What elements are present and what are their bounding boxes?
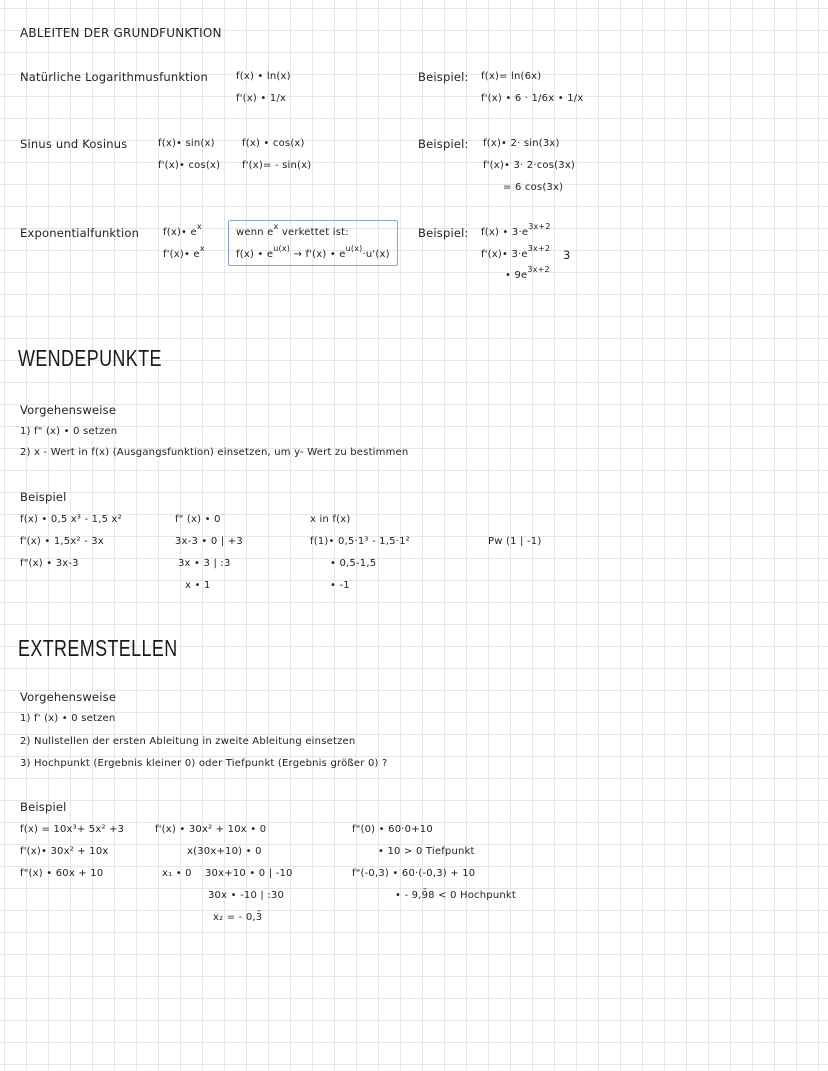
wende-col2-line-1: f" (x) • 0: [175, 514, 221, 525]
wende-col3-line-3: • 0,5-1,5: [330, 558, 377, 569]
chain-rule-line-2: f(x) • $e^{u(x)} \to f'(x)$ • $e^{u(x)}\cdot u'(x)$: [236, 243, 390, 260]
extrem-col1-line-1: f(x) = 10x³+ 5x² +3: [20, 824, 125, 835]
wende-col1-line-1: f(x) • 0,5 x³ - 1,5 x²: [20, 514, 122, 525]
extrem-vorgehen-label: Vorgehensweise: [20, 690, 117, 704]
extrem-col3-line-2: • 10 > 0 Tiefpunkt: [378, 846, 475, 857]
wende-col3-line-1: x in f(x): [310, 514, 351, 525]
wende-step-1: 1) f" (x) • 0 setzen: [20, 426, 118, 437]
extrem-col3-line-3: f"(-0,3) • 60·(-0,3) + 10: [352, 868, 476, 879]
log-label: Natürliche Logarithmusfunktion: [20, 70, 209, 84]
wendepunkte-heading: WENDEPUNKTE: [18, 345, 162, 371]
chain-rule-line-1: wenn $e^x$ verkettet ist:: [236, 221, 349, 238]
log-example-line-2: f'(x) • 6 · 1/6x • 1/x: [481, 93, 584, 104]
wende-vorgehen-label: Vorgehensweise: [20, 403, 117, 417]
sincos-example-line-1: f(x)• 2· sin(3x): [483, 138, 560, 149]
exp-example-line-2: f'(x)• $3\cdot e^{3x+2}$: [481, 243, 551, 260]
sincos-example-label: Beispiel:: [418, 137, 469, 151]
wende-step-2: 2) x - Wert in f(x) (Ausgangsfunktion) einsetzen, um y- Wert zu bestimmen: [20, 447, 409, 458]
exp-example-line-1: f(x) • $3\cdot e^{3x+2}$: [481, 221, 551, 238]
wende-col1-line-2: f'(x) • 1,5x² - 3x: [20, 536, 104, 547]
extrem-col2-line-5: x₂ = - 0,3̄: [213, 912, 263, 923]
extrem-beispiel-label: Beispiel: [20, 800, 67, 814]
exp-derivative: f'(x)• $e^x$: [163, 243, 205, 260]
wende-result: Pw (1 | -1): [488, 536, 542, 547]
log-derivative: f'(x) • 1/x: [236, 93, 287, 104]
extrem-step-2: 2) Nullstellen der ersten Ableitung in zweite Ableitung einsetzen: [20, 736, 356, 747]
exp-example-extra: 3: [563, 248, 571, 262]
sin-derivative: f'(x)• cos(x): [158, 160, 221, 171]
page-title: ABLEITEN DER GRUNDFUNKTION: [20, 26, 222, 40]
extrem-col3-line-1: f"(0) • 60·0+10: [352, 824, 433, 835]
exp-label: Exponentialfunktion: [20, 226, 140, 240]
exp-function: f(x)• $e^x$: [163, 221, 202, 238]
extrem-col2-line-4: 30x • -10 | :30: [208, 890, 285, 901]
wende-col2-line-3: 3x • 3 | :3: [178, 558, 231, 569]
log-function: f(x) • ln(x): [236, 71, 291, 82]
extrem-step-1: 1) f' (x) • 0 setzen: [20, 713, 116, 724]
sincos-label: Sinus und Kosinus: [20, 137, 128, 151]
wende-col3-line-2: f(1)• 0,5·1³ - 1,5·1²: [310, 536, 410, 547]
exp-example-line-3: • $9e^{3x+2}$: [505, 264, 550, 281]
wende-col3-line-4: • -1: [330, 580, 350, 591]
sin-function: f(x)• sin(x): [158, 138, 215, 149]
log-example-line-1: f(x)= ln(6x): [481, 71, 542, 82]
extrem-col1-line-3: f"(x) • 60x + 10: [20, 868, 104, 879]
wende-col2-line-4: x • 1: [185, 580, 211, 591]
extrem-col2-line-1: f'(x) • 30x² + 10x • 0: [155, 824, 267, 835]
extrem-col2-line-3b: 30x+10 • 0 | -10: [205, 868, 293, 879]
wende-col2-line-2: 3x-3 • 0 | +3: [175, 536, 243, 547]
extrem-col3-line-4: • - 9,9̄8 < 0 Hochpunkt: [395, 890, 517, 901]
extrem-col2-line-2: x(30x+10) • 0: [187, 846, 262, 857]
extrem-col1-line-2: f'(x)• 30x² + 10x: [20, 846, 109, 857]
sincos-example-line-2: f'(x)• 3· 2·cos(3x): [483, 160, 576, 171]
extremstellen-heading: EXTREMSTELLEN: [18, 635, 178, 661]
extrem-col2-line-3a: x₁ • 0: [162, 868, 192, 879]
extrem-step-3: 3) Hochpunkt (Ergebnis kleiner 0) oder Tiefpunkt (Ergebnis größer 0) ?: [20, 758, 388, 769]
exp-example-label: Beispiel:: [418, 226, 469, 240]
cos-function: f(x) • cos(x): [242, 138, 305, 149]
sincos-example-line-3: = 6 cos(3x): [503, 182, 564, 193]
wende-beispiel-label: Beispiel: [20, 490, 67, 504]
wende-col1-line-3: f"(x) • 3x-3: [20, 558, 79, 569]
log-example-label: Beispiel:: [418, 70, 469, 84]
cos-derivative: f'(x)= - sin(x): [242, 160, 312, 171]
